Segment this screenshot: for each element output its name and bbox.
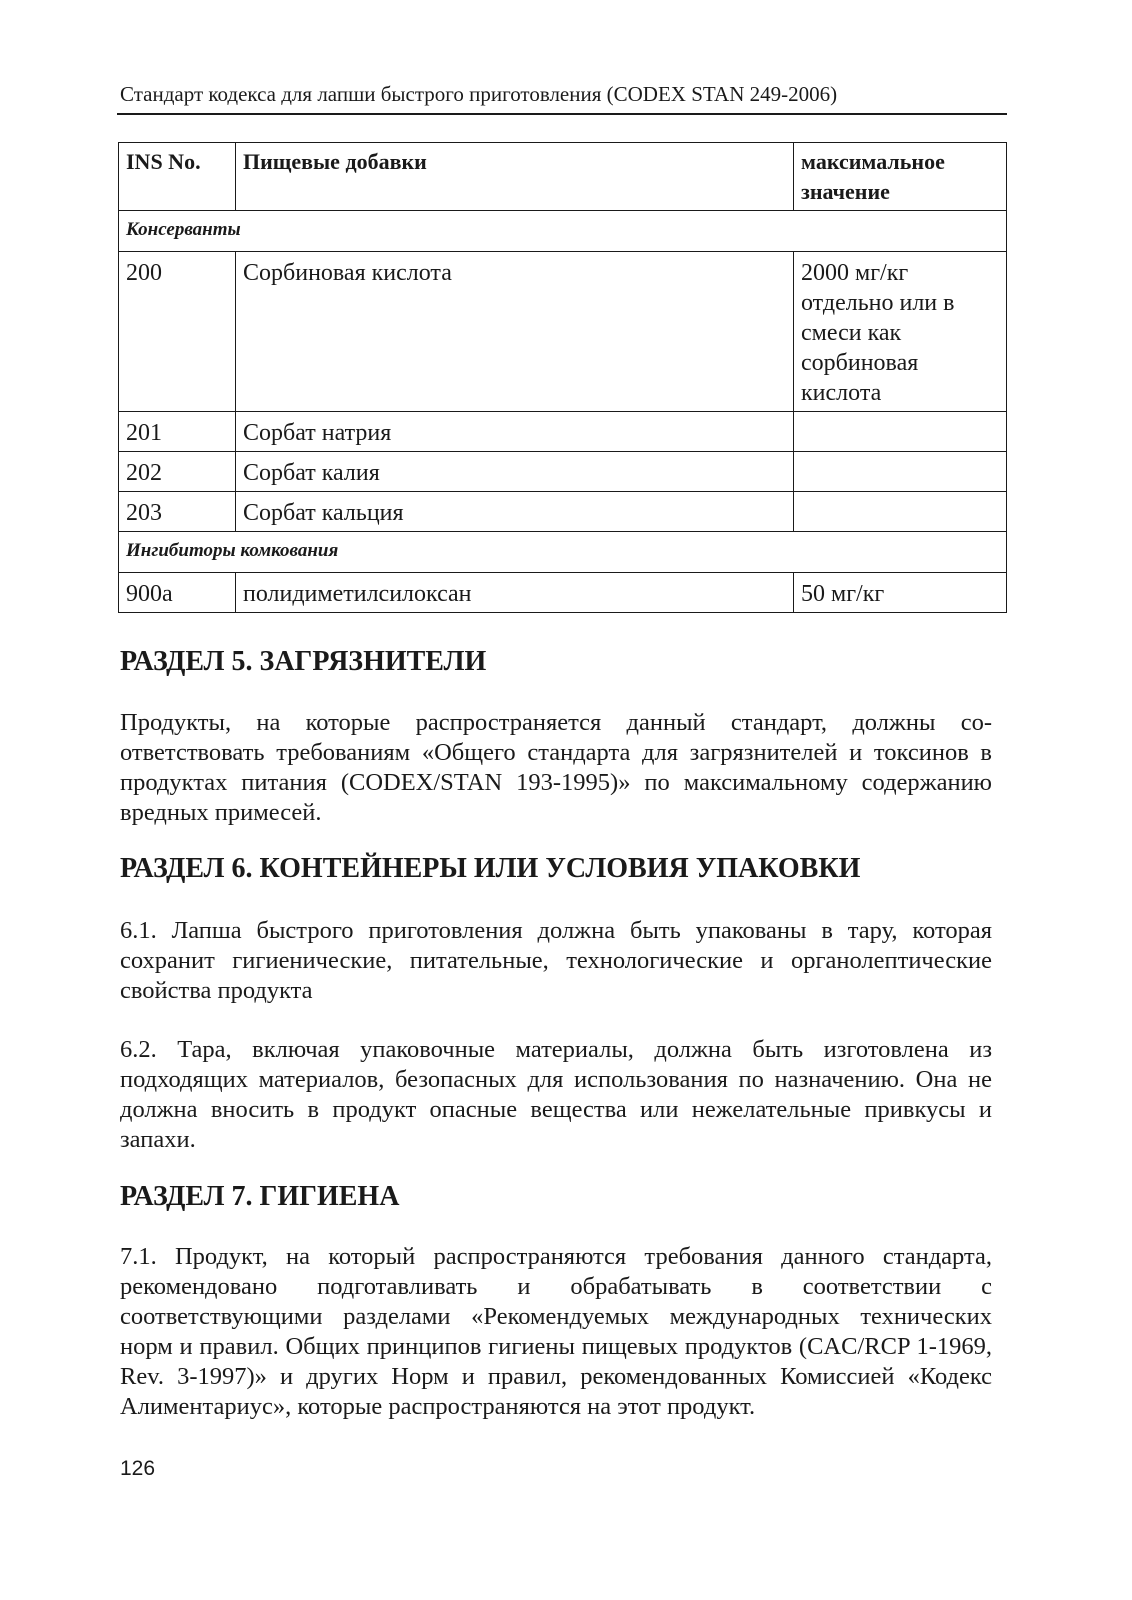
running-header: Стандарт кодекса для лапши быстрого приготовления (CODEX STAN 249-2006) bbox=[120, 82, 838, 106]
section-heading-5: РАЗДЕЛ 5. ЗАГРЯЗНИТЕЛИ bbox=[120, 646, 487, 677]
additives-table bbox=[118, 142, 1007, 613]
table-row bbox=[119, 452, 1007, 492]
table-row bbox=[119, 412, 1007, 452]
cell-name: полидиметилсилоксан bbox=[236, 573, 794, 613]
cell-max bbox=[794, 452, 1007, 492]
cell-max bbox=[794, 492, 1007, 532]
table-header-row bbox=[119, 143, 1007, 211]
table-group-row bbox=[119, 532, 1007, 573]
group-title-preservatives: Консерванты bbox=[119, 211, 1007, 252]
cell-ins: 900a bbox=[119, 573, 236, 613]
cell-max: 2000 мг/кг отдельно или в смеси как сорбиновая кислота bbox=[794, 252, 1007, 412]
paragraph-7-1: 7.1. Продукт, на который распространяются требования данного стандарта, рекомендовано подготавливать и обрабатывать в соответствии с соответствующими разделами «Рекомендуемых международных технических норм и правил. Общих принципов гигиены пищевых продуктов (CAC/RCP 1-1969, Rev. 3-1997)» и других Норм и правил, рекомендованных Комиссией «Кодекс Алиментариус», которые распространяются на этот продукт. bbox=[120, 1243, 992, 1420]
cell-name: Сорбиновая кислота bbox=[236, 252, 794, 412]
header-name: Пищевые добавки bbox=[236, 143, 794, 211]
page-number: 126 bbox=[120, 1457, 156, 1480]
section-heading-7: РАЗДЕЛ 7. ГИГИЕНА bbox=[120, 1181, 400, 1212]
header-rule bbox=[117, 113, 1007, 115]
paragraph-6-2: 6.2. Тара, включая упаковочные материалы, должна быть изготовлена из подходящих материалов, безопасных для использования по назначению. Она не должна вносить в продукт опасные вещества или нежелательные привкусы и запахи. bbox=[120, 1036, 992, 1153]
group-title-anticaking: Ингибиторы комкования bbox=[119, 532, 1007, 573]
cell-name: Сорбат кальция bbox=[236, 492, 794, 532]
cell-max: 50 мг/кг bbox=[794, 573, 1007, 613]
table-row bbox=[119, 573, 1007, 613]
table-row bbox=[119, 492, 1007, 532]
paragraph-5: Продукты, на которые распространяется данный стандарт, должны соответствовать требованиям «Общего стандарта для загрязнителей и токсинов в продуктах питания (CODEX/STAN 193-1995)» по максимальному содержанию вредных примесей. bbox=[120, 709, 992, 826]
section-heading-6: РАЗДЕЛ 6. КОНТЕЙНЕРЫ ИЛИ УСЛОВИЯ УПАКОВКИ bbox=[120, 853, 861, 884]
header-ins: INS No. bbox=[119, 143, 236, 211]
header-max: максимальное значение bbox=[794, 143, 1007, 211]
table-row bbox=[119, 252, 1007, 412]
cell-max bbox=[794, 412, 1007, 452]
paragraph-6-1: 6.1. Лапша быстрого приготовления должна быть упакованы в тару, которая сохранит гигиенические, питательные, технологические и органолептические свойства продукта bbox=[120, 917, 992, 1004]
table-group-row bbox=[119, 211, 1007, 252]
cell-name: Сорбат натрия bbox=[236, 412, 794, 452]
cell-name: Сорбат калия bbox=[236, 452, 794, 492]
cell-ins: 200 bbox=[119, 252, 236, 412]
cell-ins: 201 bbox=[119, 412, 236, 452]
cell-ins: 203 bbox=[119, 492, 236, 532]
cell-ins: 202 bbox=[119, 452, 236, 492]
